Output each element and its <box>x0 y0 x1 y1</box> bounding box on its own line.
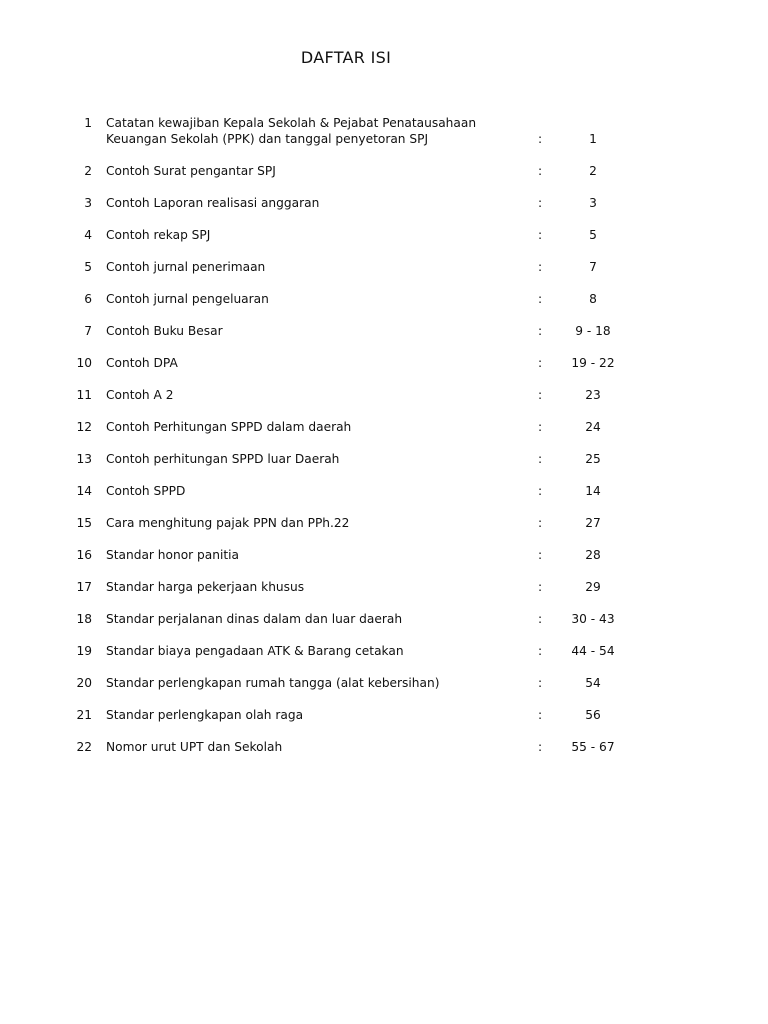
toc-item-title-line: Standar perlengkapan olah raga <box>106 708 304 722</box>
toc-separator: : <box>537 196 543 210</box>
toc-page-number: 24 <box>585 420 601 434</box>
toc-item-title-line: Contoh jurnal pengeluaran <box>106 292 269 306</box>
toc-item-number: 12 <box>76 420 92 434</box>
toc-row <box>0 707 768 739</box>
toc-item-title-line: Catatan kewajiban Kepala Sekolah & Pejabat Penatausahaan <box>106 116 477 130</box>
toc-item-title-line: Contoh Perhitungan SPPD dalam daerah <box>106 420 352 434</box>
toc-separator: : <box>537 132 543 146</box>
toc-item-title-line: Nomor urut UPT dan Sekolah <box>106 740 283 754</box>
page-title: DAFTAR ISI <box>300 48 392 67</box>
toc-separator: : <box>537 260 543 274</box>
toc-item-number: 3 <box>84 196 92 210</box>
toc-row <box>0 515 768 547</box>
toc-page-number: 29 <box>585 580 601 594</box>
toc-item-title <box>106 387 516 403</box>
toc-row <box>0 115 768 163</box>
toc-separator: : <box>537 484 543 498</box>
toc-item-title-line: Standar perjalanan dinas dalam dan luar daerah <box>106 612 403 626</box>
toc-row <box>0 739 768 771</box>
toc-item-title <box>106 355 516 371</box>
toc-row <box>0 675 768 707</box>
toc-item-number: 20 <box>76 676 92 690</box>
toc-separator: : <box>537 516 543 530</box>
toc-row <box>0 227 768 259</box>
toc-row <box>0 419 768 451</box>
toc-item-number: 15 <box>76 516 92 530</box>
toc-row <box>0 483 768 515</box>
toc-item-title <box>106 483 516 499</box>
toc-row <box>0 643 768 675</box>
toc-item-title <box>106 675 516 691</box>
toc-row <box>0 259 768 291</box>
toc-separator: : <box>537 740 543 754</box>
toc-item-title-line: Contoh jurnal penerimaan <box>106 260 266 274</box>
toc-item-number: 10 <box>76 356 92 370</box>
toc-item-number: 22 <box>76 740 92 754</box>
toc-item-title <box>106 195 516 211</box>
toc-page-number: 30 - 43 <box>571 612 615 626</box>
toc-item-title <box>106 163 516 179</box>
toc-item-number: 5 <box>84 260 92 274</box>
toc-item-title <box>106 611 516 627</box>
toc-page-number: 44 - 54 <box>571 644 615 658</box>
toc-separator: : <box>537 228 543 242</box>
toc-item-title-line: Contoh perhitungan SPPD luar Daerah <box>106 452 340 466</box>
toc-item-number: 14 <box>76 484 92 498</box>
toc-page-number: 7 <box>589 260 597 274</box>
toc-page-number: 14 <box>585 484 601 498</box>
toc-separator: : <box>537 548 543 562</box>
toc-page-number: 27 <box>585 516 601 530</box>
toc-row <box>0 387 768 419</box>
toc-page-number: 55 - 67 <box>571 740 615 754</box>
toc-separator: : <box>537 356 543 370</box>
toc-item-number: 19 <box>76 644 92 658</box>
toc-item-title <box>106 291 516 307</box>
toc-separator: : <box>537 644 543 658</box>
toc-page-number: 19 - 22 <box>571 356 615 370</box>
toc-row <box>0 323 768 355</box>
toc-item-title <box>106 707 516 723</box>
toc-item-title-line: Contoh SPPD <box>106 484 186 498</box>
toc-item-number: 4 <box>84 228 92 242</box>
toc-item-title <box>106 579 516 595</box>
toc-item-title <box>106 739 516 755</box>
toc-item-title-line: Standar honor panitia <box>106 548 239 562</box>
table-of-contents <box>0 115 768 771</box>
toc-page-number: 28 <box>585 548 601 562</box>
toc-row <box>0 291 768 323</box>
toc-separator: : <box>537 452 543 466</box>
toc-separator: : <box>537 612 543 626</box>
toc-row <box>0 163 768 195</box>
toc-separator: : <box>537 420 543 434</box>
toc-item-number: 13 <box>76 452 92 466</box>
toc-row <box>0 355 768 387</box>
toc-separator: : <box>537 388 543 402</box>
toc-item-title-line: Contoh rekap SPJ <box>106 228 211 242</box>
toc-page-number: 9 - 18 <box>575 324 611 338</box>
toc-item-number: 17 <box>76 580 92 594</box>
toc-item-title <box>106 515 516 531</box>
toc-row <box>0 451 768 483</box>
toc-item-title <box>106 419 516 435</box>
toc-item-title <box>106 451 516 467</box>
toc-page-number: 3 <box>589 196 597 210</box>
toc-item-title <box>106 259 516 275</box>
toc-separator: : <box>537 580 543 594</box>
toc-item-number: 16 <box>76 548 92 562</box>
toc-item-title-line: Contoh A 2 <box>106 388 174 402</box>
toc-item-title <box>106 115 516 147</box>
toc-item-title-line: Standar biaya pengadaan ATK & Barang cetakan <box>106 644 404 658</box>
toc-separator: : <box>537 708 543 722</box>
toc-item-title-line: Standar perlengkapan rumah tangga (alat kebersihan) <box>106 676 440 690</box>
toc-row <box>0 611 768 643</box>
toc-item-number: 7 <box>84 324 92 338</box>
toc-page-number: 8 <box>589 292 597 306</box>
toc-item-title-line: Contoh Laporan realisasi anggaran <box>106 196 320 210</box>
toc-item-number: 2 <box>84 164 92 178</box>
toc-row <box>0 547 768 579</box>
toc-item-title-line: Contoh Buku Besar <box>106 324 223 338</box>
toc-item-title-line: Contoh Surat pengantar SPJ <box>106 164 276 178</box>
toc-item-title-line: Contoh DPA <box>106 356 178 370</box>
toc-row <box>0 579 768 611</box>
toc-item-title-line: Cara menghitung pajak PPN dan PPh.22 <box>106 516 350 530</box>
toc-page-number: 2 <box>589 164 597 178</box>
toc-item-number: 1 <box>84 116 92 130</box>
toc-page-number: 1 <box>589 132 597 146</box>
toc-page-number: 23 <box>585 388 601 402</box>
toc-item-number: 11 <box>76 388 92 402</box>
toc-item-number: 18 <box>76 612 92 626</box>
toc-separator: : <box>537 676 543 690</box>
toc-item-number: 21 <box>76 708 92 722</box>
toc-page-number: 5 <box>589 228 597 242</box>
toc-item-title <box>106 323 516 339</box>
toc-separator: : <box>537 292 543 306</box>
toc-item-title-line: Standar harga pekerjaan khusus <box>106 580 305 594</box>
toc-page-number: 56 <box>585 708 601 722</box>
toc-item-number: 6 <box>84 292 92 306</box>
toc-separator: : <box>537 164 543 178</box>
toc-page-number: 54 <box>585 676 601 690</box>
toc-item-title-line: Keuangan Sekolah (PPK) dan tanggal penyetoran SPJ <box>106 132 429 146</box>
toc-page-number: 25 <box>585 452 601 466</box>
toc-separator: : <box>537 324 543 338</box>
toc-row <box>0 195 768 227</box>
toc-item-title <box>106 643 516 659</box>
toc-item-title <box>106 227 516 243</box>
toc-item-title <box>106 547 516 563</box>
